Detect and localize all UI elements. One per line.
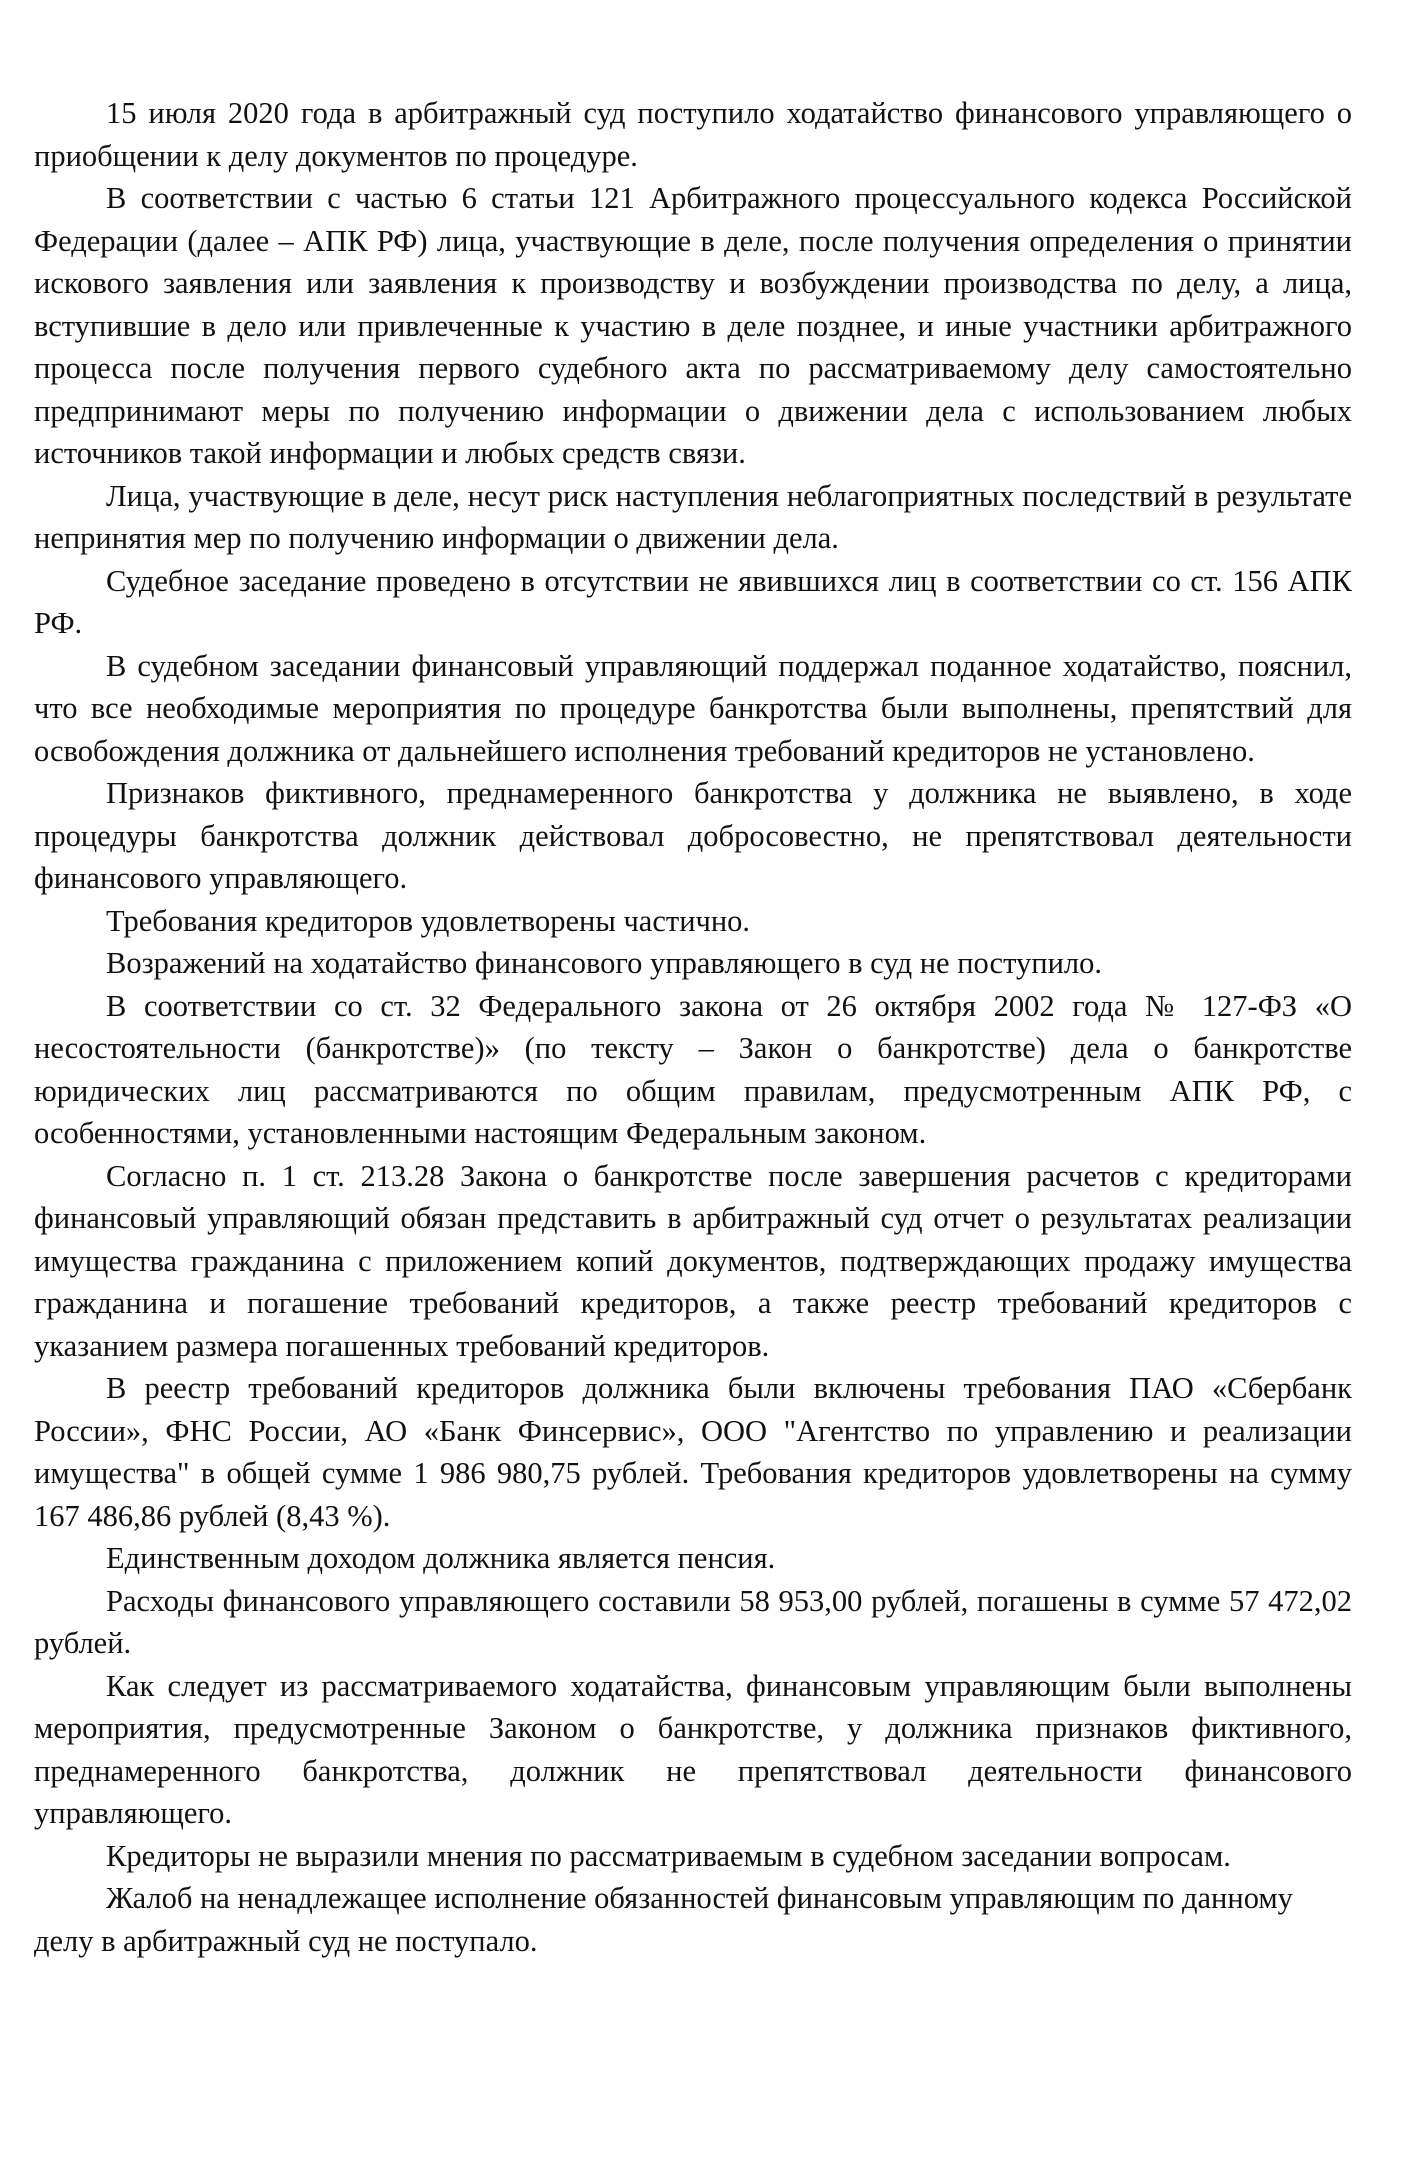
paragraph-creditors-register: В реестр требований кредиторов должника были включены требования ПАО «Сбербанк России», ФНС России, АО «Банк Финсервис», ООО "Агентство по управлению и реализации имущества" в общей сумме 1 986 980,75 рублей. Требования кредиторов удовлетворены на сумму 167 486,86 рублей (8,43 %).: [34, 1371, 1352, 1533]
paragraph-no-fictitious-bankruptcy: Признаков фиктивного, преднамеренного банкротства у должника не выявлено, в ходе процедуры банкротства должник действовал добросовестно, не препятствовал деятельности финансового управляющего.: [34, 776, 1352, 895]
paragraph-manager-position: В судебном заседании финансовый управляющий поддержал поданное ходатайство, пояснил, что все необходимые мероприятия по процедуре банкротства были выполнены, препятствий для освобождения должника от дальнейшего исполнения требований кредиторов не установлено.: [34, 648, 1352, 768]
paragraph-date-petition: 15 июля 2020 года в арбитражный суд поступило ходатайство финансового управляющего о приобщении к делу документов по процедуре.: [34, 96, 1352, 173]
paragraph-income: Единственным доходом должника является пенсия.: [106, 1541, 776, 1575]
paragraph-measures-fulfilled: Как следует из рассматриваемого ходатайства, финансовым управляющим были выполнены мероприятия, предусмотренные Законом о банкротстве, у должника признаков фиктивного, преднамеренного банкротства, должник не препятствовал деятельности финансового управляющего.: [34, 1668, 1352, 1830]
paragraph-court-session-absence: Судебное заседание проведено в отсутствии не явившихся лиц в соответствии со ст. 156 АПК РФ.: [34, 563, 1352, 640]
paragraph-claims-partially-satisfied: Требования кредиторов удовлетворены частично.: [106, 903, 751, 938]
paragraph-creditors-no-opinion: Кредиторы не выразили мнения по рассматриваемым в судебном заседании вопросам.: [106, 1838, 1231, 1873]
paragraph-manager-expenses: Расходы финансового управляющего составили 58 953,00 рублей, погашены в сумме 57 472,02 рублей.: [34, 1583, 1352, 1660]
paragraph-no-objections: Возражений на ходатайство финансового управляющего в суд не поступило.: [106, 946, 1103, 980]
paragraph-risk: Лица, участвующие в деле, несут риск наступления неблагоприятных последствий в результате непринятия мер по получению информации о движении дела.: [34, 478, 1352, 555]
paragraph-law-article-32: В соответствии со ст. 32 Федерального закона от 26 октября 2002 года № 127-ФЗ «О несостоятельности (банкротстве)» (по тексту – Закон о банкротстве) дела о банкротстве юридических лиц рассматриваются по общим правилам, предусмотренным АПК РФ, с особенностями, установленными настоящим Федеральным законом.: [34, 988, 1352, 1150]
paragraph-no-complaints: Жалоб на ненадлежащее исполнение обязанностей финансовым управляющим по данному делу в арбитражный суд не поступало.: [34, 1881, 1293, 1958]
document-page: [34, 92, 1352, 1962]
paragraph-apk-article-121: В соответствии с частью 6 статьи 121 Арбитражного процессуального кодекса Российской Федерации (далее – АПК РФ) лица, участвующие в деле, после получения определения о принятии искового заявления или заявления к производству и возбуждении производства по делу, а лица, вступившие в дело или привлеченные к участию в деле позднее, и иные участники арбитражного процесса после получения первого судебного акта по рассматриваемому делу самостоятельно предпринимают меры по получению информации о движении дела с использованием любых источников такой информации и любых средств связи.: [34, 181, 1352, 470]
paragraph-law-article-213-28: Согласно п. 1 ст. 213.28 Закона о банкротстве после завершения расчетов с кредиторами финансовый управляющий обязан представить в арбитражный суд отчет о результатах реализации имущества гражданина с приложением копий документов, подтверждающих продажу имущества гражданина и погашение требований кредиторов, а также реестр требований кредиторов с указанием размера погашенных требований кредиторов.: [34, 1158, 1352, 1363]
